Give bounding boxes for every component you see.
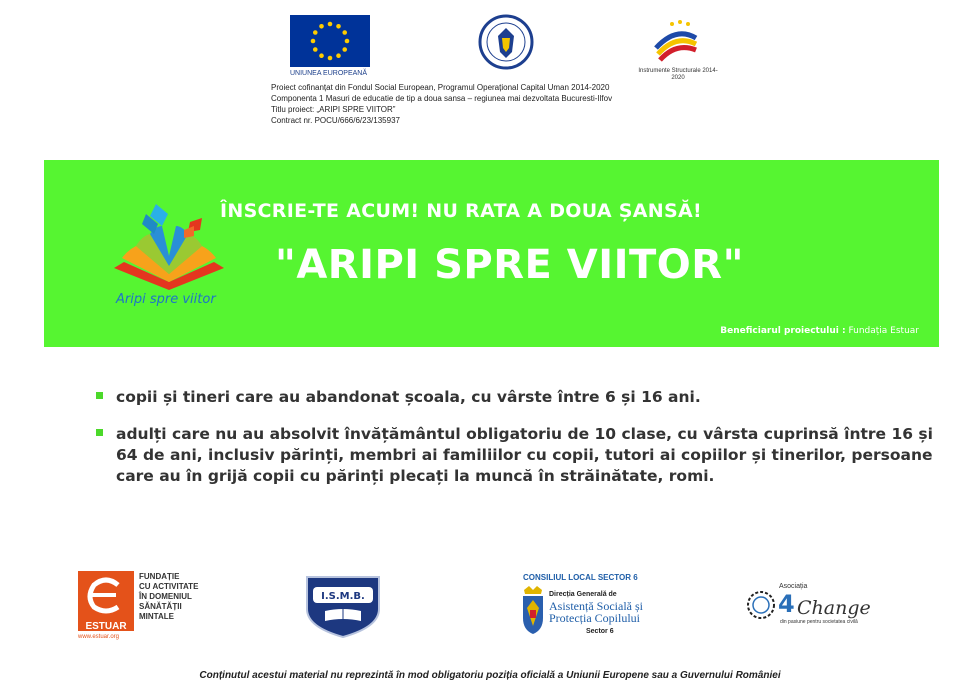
beneficiary-value: Fundația Estuar [848,326,919,336]
bullet-square-icon [96,392,103,399]
consiliu-name [549,600,643,624]
eu-star [313,30,318,35]
estuar-line: ÎN DOMENIUL [139,592,192,601]
consiliu-sector: Sector 6 [586,628,614,635]
estuar-line: FUNDAȚIE [139,572,180,581]
beneficiary [720,326,919,336]
structural-instruments-logo [646,12,706,68]
estuar-line: CU ACTIVITATE [139,582,199,591]
estuar-url: www.estuar.org [78,634,120,640]
project-line: Proiect cofinanțat din Fondul Social European, Programul Operațional Capital Uman 2014-2020 [271,83,610,92]
eu-star [311,39,316,44]
partner-header [262,10,752,136]
eu-star [319,53,324,58]
list-item [96,424,936,487]
target-group-list [96,387,936,503]
open-book-logo [104,198,234,306]
project-line: Titlu proiect: „ARIPI SPRE VIITOR” [271,105,396,114]
consiliu-title: CONSILIUL LOCAL SECTOR 6 [523,573,638,582]
eu-label: UNIUNEA EUROPEANĂ [290,70,368,77]
eu-star [319,24,324,29]
estuar-logo [78,571,134,631]
consiliu-directorate: Direcția Generală de [549,591,617,598]
consiliu-name-line: Asistență Socială și [549,599,643,613]
eu-flag-logo [290,15,370,67]
project-info [271,82,612,126]
list-item [96,387,936,408]
eu-star [336,53,341,58]
estuar-description [139,572,198,622]
4change-number: 4 [778,590,795,618]
eu-star [342,47,347,52]
eu-star [336,24,341,29]
brand-name: Aripi spre viitor [116,292,216,307]
structural-instruments-label: Instrumente Structurale 2014-2020 [638,68,718,81]
project-title: "ARIPI SPRE VIITOR" [275,242,744,288]
headline: ÎNSCRIE-TE ACUM! NU RATA A DOUA ȘANSĂ! [220,200,702,222]
beneficiary-label: Beneficiarul proiectului : [720,326,846,336]
eu-star [328,56,333,61]
eu-star [328,22,333,27]
4change-ring-icon [744,588,778,622]
consiliu-name-line: Protecția Copilului [549,611,640,625]
4change-tagline: din pasiune pentru societatea civilă [780,619,858,625]
eu-star [313,47,318,52]
ismb-shield-logo [303,575,383,639]
campaign-banner [44,160,939,347]
4change-name: Change [797,597,871,619]
estuar-line: SĂNĂTĂȚII [139,602,182,611]
romanian-government-seal [478,12,534,74]
ismb-text: I.S.M.B. [321,591,365,602]
sector6-crest-icon [521,586,545,636]
project-line: Contract nr. POCU/666/6/23/135937 [271,116,400,125]
list-item-text: copii și tineri care au abandonat școala, cu vârste între 6 și 16 ani. [116,388,701,406]
eu-star [345,39,350,44]
eu-star [342,30,347,35]
estuar-line: MINTALE [139,612,174,621]
disclaimer: Conținutul acestui material nu reprezintă în mod obligatoriu poziția oficială a Uniunii Europene sau a Guvernului României [199,670,781,681]
estuar-logo-text: ESTUAR [85,621,127,631]
list-item-text: adulți care nu au absolvit învățământul obligatoriu de 10 clase, cu vârsta cuprinsă între 16 și 64 de ani, inclusiv părinți, membri ai familiilor cu copii, tutori ai copiilor și tinerilor, persoane care au în grijă copii cu părinți plecați la muncă în străinătate, romi. [116,425,933,485]
bullet-square-icon [96,429,103,436]
project-line: Componenta 1 Masuri de educatie de tip a doua sansa – regiunea mai dezvoltata Bucuresti-Ilfov [271,94,613,103]
4change-asoc: Asociația [779,583,808,590]
